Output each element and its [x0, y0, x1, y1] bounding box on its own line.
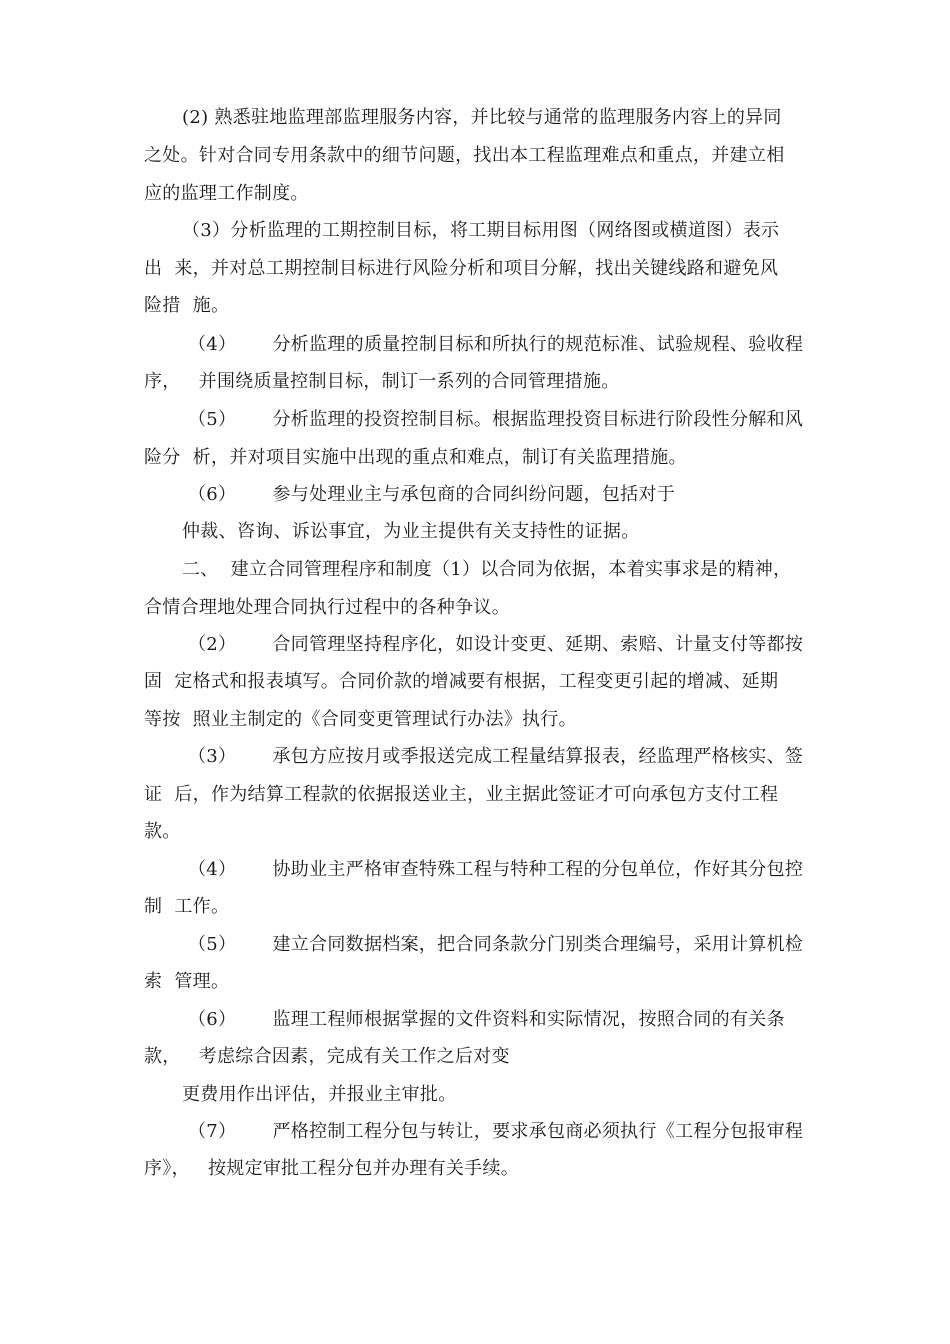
text-line: 险措 施。 — [144, 295, 230, 316]
text-line: （3） 承包方应按月或季报送完成工程量结算报表，经监理严格核实、签 — [188, 746, 804, 767]
text-line: （7） 严格控制工程分包与转让，要求承包商必须执行《工程分包报审程 — [188, 1121, 804, 1142]
text-line: 出 来，并对总工期控制目标进行风险分析和项目分解，找出关键线路和避免风 — [144, 258, 779, 279]
text-line: （6） 参与处理业主与承包商的合同纠纷问题，包括对于 — [188, 484, 676, 505]
text-line: (2) 熟悉驻地监理部监理服务内容，并比较与通常的监理服务内容上的异同 — [182, 107, 782, 128]
text-line: 固 定格式和报表填写。合同价款的增减要有根据，工程变更引起的增减、延期 — [144, 671, 779, 692]
text-line: 合情合理地处理合同执行过程中的各种争议。 — [144, 597, 510, 618]
text-line: 证 后，作为结算工程款的依据报送业主，业主据此签证才可向承包方支付工程 — [144, 784, 779, 805]
text-line: 款， 考虑综合因素，完成有关工作之后对变 — [144, 1046, 510, 1067]
text-line: （2） 合同管理坚持程序化，如设计变更、延期、索赔、计量支付等都按 — [188, 634, 804, 655]
text-line: 应的监理工作制度。 — [144, 183, 309, 204]
text-line: 序， 并围绕质量控制目标，制订一系列的合同管理措施。 — [144, 371, 620, 392]
text-line: （5） 建立合同数据档案，把合同条款分门别类合理编号，采用计算机检 — [188, 934, 804, 955]
text-line: 索 管理。 — [144, 971, 230, 992]
text-line: 序》， 按规定审批工程分包并办理有关手续。 — [144, 1158, 520, 1179]
text-line: （4） 分析监理的质量控制目标和所执行的规范标准、试验规程、验收程 — [188, 334, 804, 355]
text-line: 二、 建立合同管理程序和制度（1）以合同为依据，本着实事求是的精神， — [182, 559, 792, 580]
text-line: 等按 照业主制定的《合同变更管理试行办法》执行。 — [144, 709, 577, 730]
text-line: 险分 析，并对项目实施中出现的重点和难点，制订有关监理措施。 — [144, 447, 687, 468]
text-line: （6） 监理工程师根据掌握的文件资料和实际情况，按照合同的有关条 — [188, 1009, 785, 1030]
text-line: 更费用作出评估，并报业主审批。 — [182, 1084, 457, 1105]
text-line: 款。 — [144, 821, 181, 842]
text-line: 制 工作。 — [144, 896, 230, 917]
text-line: 之处。针对合同专用条款中的细节问题，找出本工程监理难点和重点，并建立相 — [144, 145, 785, 166]
text-line: （4） 协助业主严格审查特殊工程与特种工程的分包单位，作好其分包控 — [188, 859, 804, 880]
text-line: （3）分析监理的工期控制目标，将工期目标用图（网络图或横道图）表示 — [182, 220, 780, 241]
text-line: 仲裁、咨询、诉讼事宜，为业主提供有关支持性的证据。 — [182, 521, 640, 542]
text-line: （5） 分析监理的投资控制目标。根据监理投资目标进行阶段性分解和风 — [188, 409, 804, 430]
